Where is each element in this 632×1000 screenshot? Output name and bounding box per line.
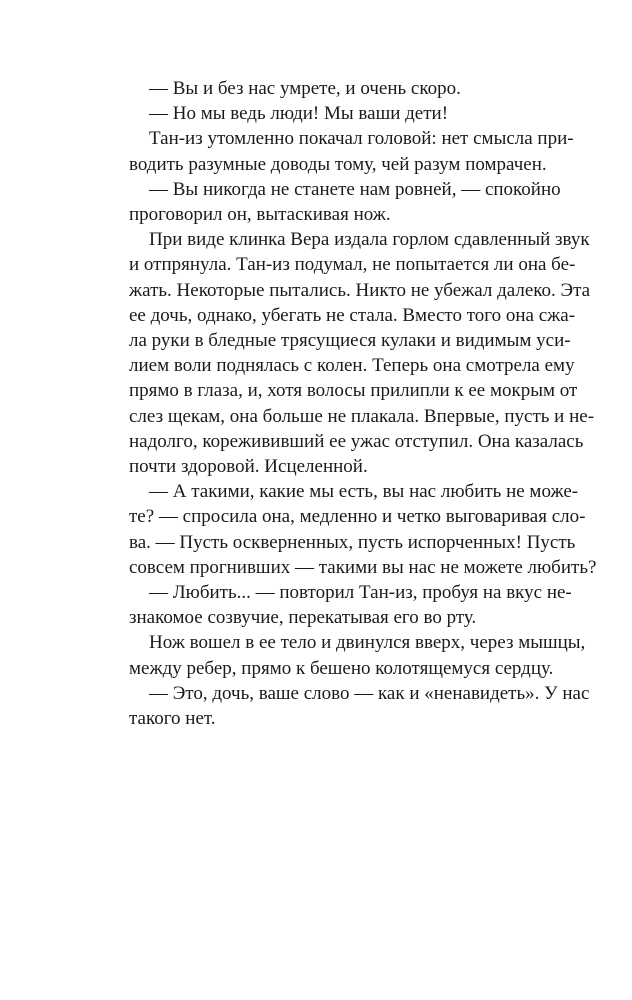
text-line: — Но мы ведь люди! Мы ваши дети! [149, 103, 449, 125]
text-line: — Вы никогда не станете нам ровней, — спокойно [149, 178, 561, 200]
text-line: почти здоровой. Исцеленной. [129, 456, 368, 478]
text-line: между ребер, прямо к бешено колотящемуся сердцу. [129, 657, 554, 679]
text-line: водить разумные доводы тому, чей разум помрачен. [129, 153, 547, 175]
text-line: — А такими, какие мы есть, вы нас любить не може- [149, 481, 579, 503]
text-line: совсем прогнивших — такими вы нас не можете любить? [129, 556, 597, 578]
body-text [129, 76, 597, 731]
text-line: При виде клинка Вера издала горлом сдавленный звук [149, 229, 590, 251]
text-line: слез щекам, она больше не плакала. Впервые, пусть и не- [129, 405, 595, 427]
text-line: ее дочь, однако, убегать не стала. Вместо того она сжа- [129, 304, 576, 326]
text-line: Тан-из утомленно покачал головой: нет смысла при- [149, 128, 574, 150]
text-line: ва. — Пусть оскверненных, пусть испорченных! Пусть [129, 531, 576, 553]
text-line: такого нет. [129, 708, 216, 730]
text-line: лием воли поднялась с колен. Теперь она смотрела ему [129, 355, 575, 377]
text-line: и отпрянула. Тан-из подумал, не попытается ли она бе- [129, 254, 576, 276]
text-line: те? — спросила она, медленно и четко выговаривая сло- [129, 506, 586, 528]
text-line: знакомое созвучие, перекатывая его во рту. [129, 607, 477, 629]
text-line: Нож вошел в ее тело и двинулся вверх, через мышцы, [149, 632, 586, 654]
text-line: — Вы и без нас умрете, и очень скоро. [149, 78, 461, 99]
text-line: прямо в глаза, и, хотя волосы прилипли к ее мокрым от [129, 380, 578, 402]
text-line: — Любить... — повторил Тан-из, пробуя на вкус не- [149, 582, 572, 604]
text-line: — Это, дочь, ваше слово — как и «ненавидеть». У нас [149, 682, 590, 704]
text-line: жать. Некоторые пытались. Никто не убежал далеко. Эта [129, 279, 591, 301]
text-line: ла руки в бледные трясущиеся кулаки и видимым уси- [129, 330, 571, 352]
text-line: надолго, корежививший ее ужас отступил. Она казалась [129, 430, 584, 452]
text-line: проговорил он, вытаскивая нож. [129, 204, 391, 226]
